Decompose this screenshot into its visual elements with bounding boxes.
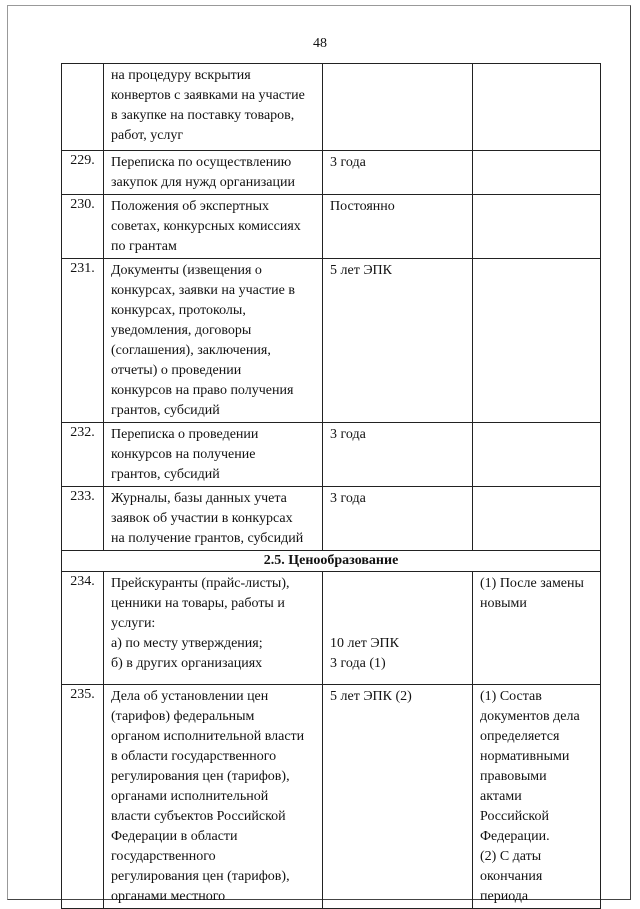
retention-term-text [323,487,472,510]
document-title [104,151,323,195]
document-title-line: органами исполнительной [111,789,269,804]
table-row [62,487,601,551]
document-title-text [104,487,322,550]
document-title-line: Дела об установлении цен [111,689,269,704]
notes [473,685,601,909]
table-row [62,195,601,259]
notes [473,487,601,551]
retention-term-line [330,594,470,614]
notes-text [473,685,600,908]
document-title [104,685,323,909]
retention-term-line: Постоянно [330,199,395,214]
row-number: 234. [62,572,104,685]
retention-term-line [330,574,470,594]
row-number: 232. [62,423,104,487]
table-row [62,151,601,195]
document-title [104,64,323,151]
document-title-line: органом исполнительной власти [111,729,305,744]
retention-term-line [330,614,470,634]
notes-line: Федерации. [480,829,550,844]
document-title-text [104,423,322,486]
notes-line: правовыми [480,769,547,784]
document-title-line: Документы (извещения о [111,263,262,278]
document-title-line: Прейскуранты (прайс-листы), [111,576,290,591]
retention-term [323,195,473,259]
notes-line: Российской [480,809,549,824]
retention-term-text [323,423,472,446]
document-title-line: услуги: [111,616,156,631]
retention-term-line: 5 лет ЭПК [330,263,393,278]
retention-term-line: 10 лет ЭПК [330,636,400,651]
retention-term [323,487,473,551]
retention-term-line: 3 года [330,155,366,170]
retention-term-line: 5 лет ЭПК (2) [330,689,412,704]
document-title-line: грантов, субсидий [111,403,220,418]
document-title-line: по грантам [111,239,177,254]
document-title-line: в области государственного [111,749,277,764]
document-title-line: грантов, субсидий [111,467,220,482]
retention-term-text [323,259,472,282]
table-row [62,64,601,151]
section-row [62,551,601,572]
section-heading: 2.5. Ценообразование [62,551,601,572]
retention-term-text [323,195,472,218]
document-title-line: уведомления, договоры [111,323,252,338]
document-title [104,423,323,487]
page-number: 48 [313,36,327,51]
retention-term-line: 3 года [330,427,366,442]
notes-line: периода [480,889,529,904]
table-row [62,685,601,909]
table-row [62,259,601,423]
document-title-line: конкурсов на получение [111,447,256,462]
document-title-line: в закупке на поставку товаров, [111,108,295,123]
notes-line: нормативными [480,749,570,764]
notes [473,195,601,259]
document-title-line: работ, услуг [111,128,184,143]
document-title-line: Переписка о проведении [111,427,259,442]
notes-line: определяется [480,729,560,744]
document-title-line: конкурсах, протоколы, [111,303,246,318]
notes-line: окончания [480,869,543,884]
document-title-line: органами местного [111,889,226,904]
notes-line: (1) Состав [480,689,542,704]
document-title-line: Федерации в области [111,829,238,844]
document-title-line: заявок об участии в конкурсах [111,511,293,526]
notes [473,572,601,685]
notes-line: новыми [480,596,527,611]
document-title-line: советах, конкурсных комиссиях [111,219,301,234]
document-title-line: (соглашения), заключения, [111,343,271,358]
document-title [104,259,323,423]
notes [473,64,601,151]
row-number [62,64,104,151]
document-title-line: конвертов с заявками на участие [111,88,305,103]
retention-term [323,259,473,423]
document-title-line: регулирования цен (тарифов), [111,769,290,784]
retention-term-line: 3 года (1) [330,656,386,671]
document-title-text [104,685,322,908]
document-title-line: б) в других организациях [111,656,263,671]
notes-text [473,572,600,615]
document-title-line: государственного [111,849,216,864]
notes [473,151,601,195]
document-title-line: а) по месту утверждения; [111,636,263,651]
document-title-text [104,195,322,258]
document-title-line: на процедуру вскрытия [111,68,251,83]
retention-term [323,572,473,685]
notes-line: документов дела [480,709,580,724]
document-title-line: конкурсов на право получения [111,383,294,398]
notes-line: (2) С даты [480,849,542,864]
notes [473,259,601,423]
row-number: 233. [62,487,104,551]
retention-table [61,63,601,909]
row-number: 235. [62,685,104,909]
retention-term-text [323,572,472,675]
document-title-line: регулирования цен (тарифов), [111,869,290,884]
retention-term-line: 3 года [330,491,366,506]
document-title-line: на получение грантов, субсидий [111,531,304,546]
document-title-text [104,572,322,675]
document-title-text [104,259,322,422]
document-title-line: конкурсах, заявки на участие в [111,283,295,298]
document-title [104,195,323,259]
notes [473,423,601,487]
document-title-line: Журналы, базы данных учета [111,491,287,506]
retention-term [323,151,473,195]
notes-line: (1) После замены [480,576,584,591]
table-row [62,423,601,487]
retention-term-text [323,685,472,708]
notes-line: актами [480,789,522,804]
document-title [104,487,323,551]
document-title-text [104,64,322,147]
document-title-line: отчеты) о проведении [111,363,242,378]
document-title [104,572,323,685]
document-title-line: ценники на товары, работы и [111,596,285,611]
table-body [62,64,601,909]
document-title-line: Положения об экспертных [111,199,270,214]
document-title-line: (тарифов) федеральным [111,709,255,724]
row-number: 229. [62,151,104,195]
document-title-line: власти субъектов Российской [111,809,286,824]
row-number: 230. [62,195,104,259]
table-row [62,572,601,685]
document-title-line: закупок для нужд организации [111,175,295,190]
row-number: 231. [62,259,104,423]
retention-term [323,64,473,151]
document-title-line: Переписка по осуществлению [111,155,292,170]
retention-term-text [323,151,472,174]
document-title-text [104,151,322,194]
retention-term [323,685,473,909]
retention-term [323,423,473,487]
